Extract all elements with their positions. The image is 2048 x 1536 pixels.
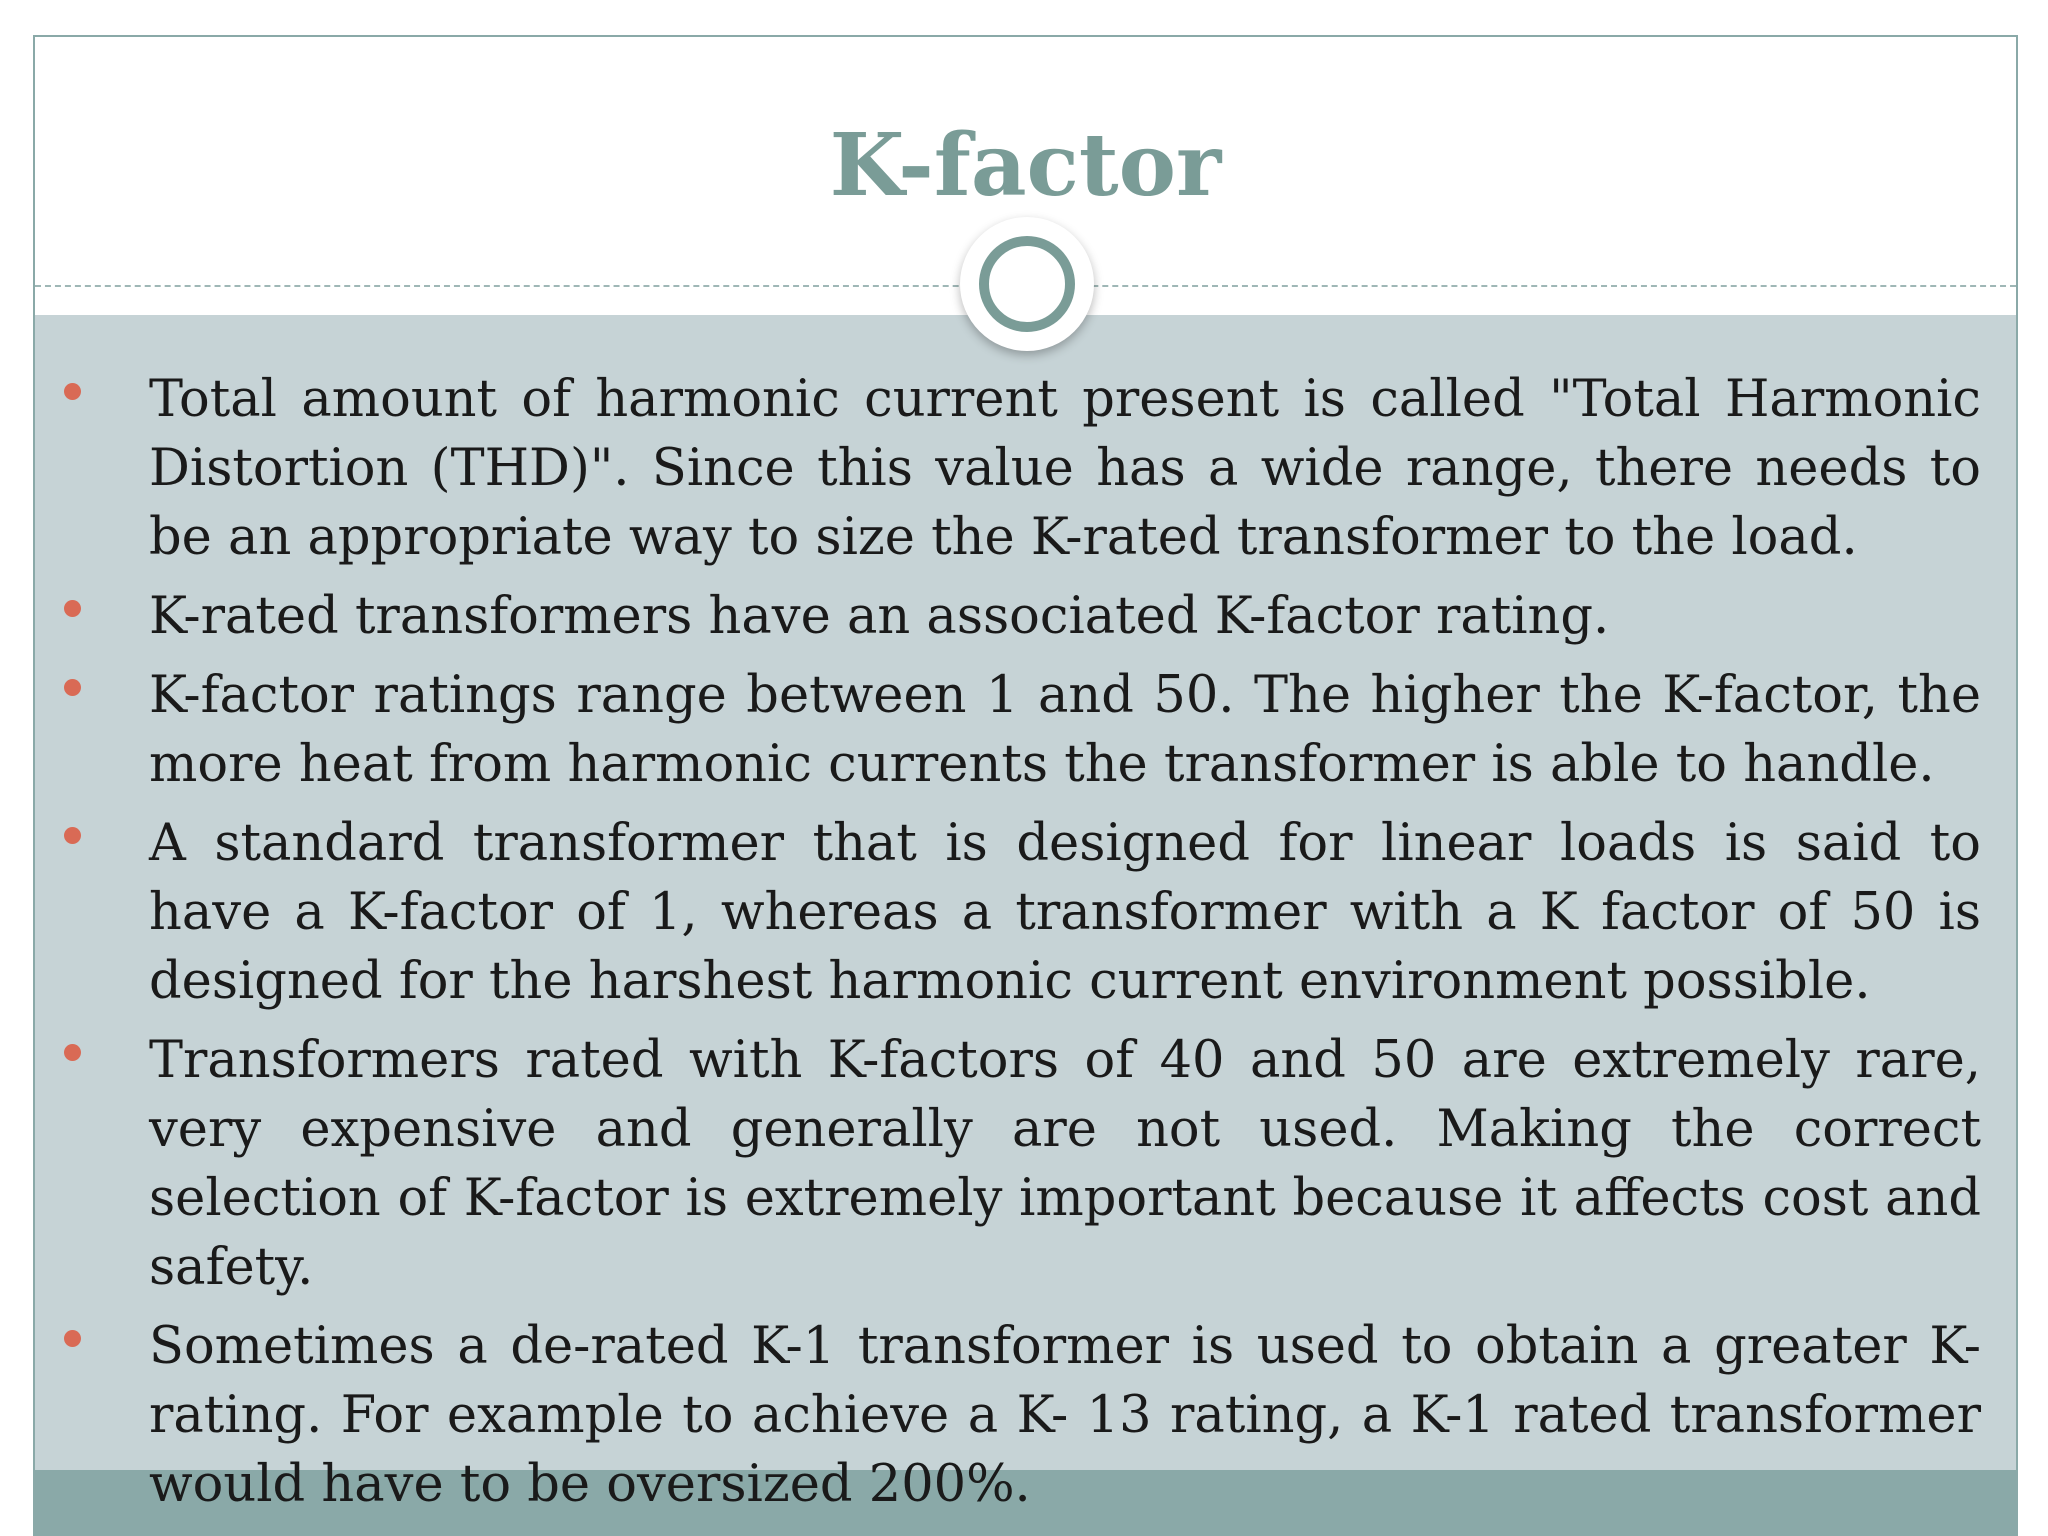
- slide-title: K-factor: [829, 115, 1222, 216]
- bullet-dot-icon: [64, 1044, 81, 1061]
- bullet-dot-icon: [64, 383, 81, 400]
- bullet-dot-icon: [64, 679, 81, 696]
- bullet-text: A standard transformer that is designed for linear loads is said to have a K-factor of 1, whereas a transformer with a K factor of 50 is designed for the harshest harmonic current environment possible.: [149, 814, 1981, 1011]
- bullet-item: [149, 809, 1981, 1016]
- bullet-item: [149, 1026, 1981, 1302]
- bullet-item: [149, 661, 1981, 799]
- bullet-text: Total amount of harmonic current present is called "Total Harmonic Distortion (THD)". Since this value has a wide range, there needs to be an appropriate way to size the K-rated transformer to the load.: [149, 370, 1981, 567]
- bullet-dot-icon: [64, 1330, 81, 1347]
- circle-ornament-icon: [960, 217, 1094, 351]
- bullet-item: [149, 365, 1981, 572]
- slide: [33, 35, 2018, 1536]
- bullet-dot-icon: [64, 600, 81, 617]
- bullet-text: K-factor ratings range between 1 and 50. The higher the K-factor, the more heat from harmonic currents the transformer is able to handle.: [149, 666, 1981, 794]
- bullet-dot-icon: [64, 827, 81, 844]
- bullet-text: Transformers rated with K-factors of 40 and 50 are extremely rare, very expensive and generally are not used. Making the correct selection of K-factor is extremely important because it affects cost and safety.: [149, 1031, 1981, 1297]
- bullet-item: [149, 582, 1981, 651]
- ring-icon: [979, 236, 1075, 332]
- bullet-list: [149, 365, 1981, 1529]
- bullet-text: Sometimes a de-rated K-1 transformer is used to obtain a greater K-rating. For example to achieve a K- 13 rating, a K-1 rated transformer would have to be oversized 200%.: [149, 1317, 1981, 1514]
- bullet-item: [149, 1312, 1981, 1519]
- bullet-text: K-rated transformers have an associated K-factor rating.: [149, 587, 1610, 646]
